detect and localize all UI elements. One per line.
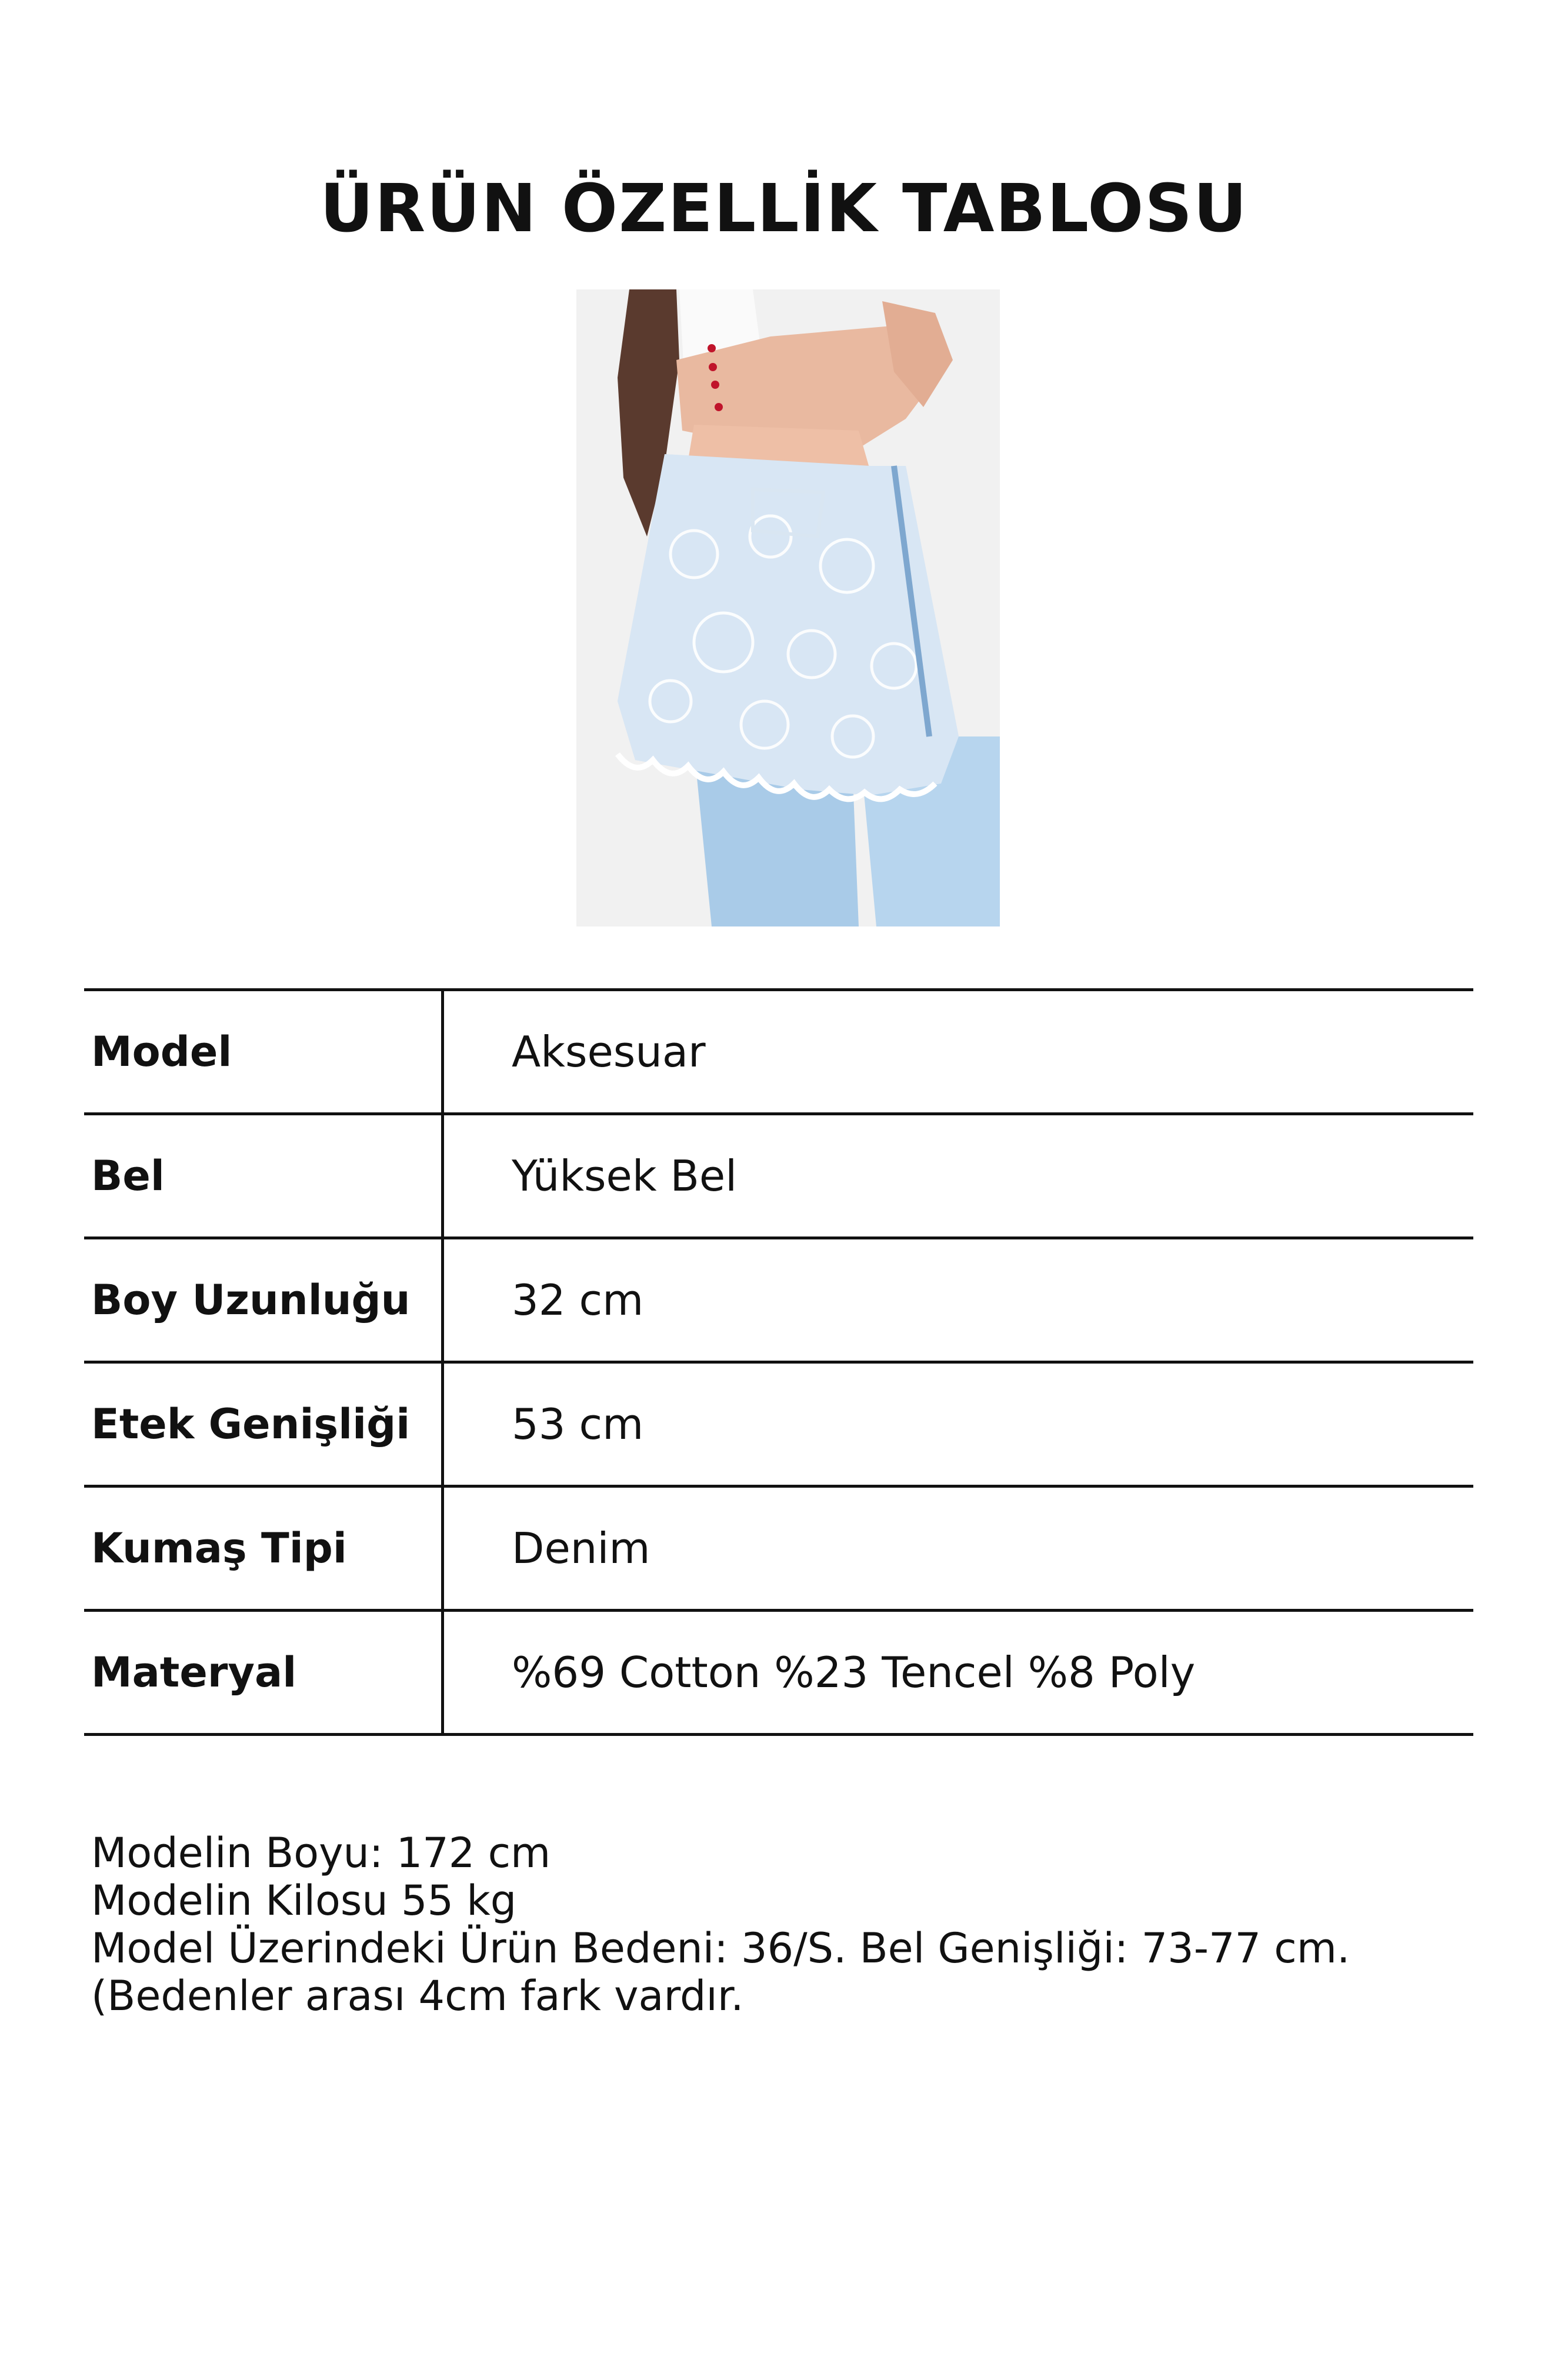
spec-label: Materyal bbox=[84, 1611, 443, 1735]
lace-skirt-illustration bbox=[576, 289, 1000, 926]
table-row bbox=[84, 1611, 1473, 1735]
spec-label: Model bbox=[84, 990, 443, 1114]
page-title: ÜRÜN ÖZELLİK TABLOSU bbox=[320, 171, 1248, 247]
spec-label: Etek Genişliği bbox=[84, 1362, 443, 1487]
spec-value: Denim bbox=[443, 1487, 1474, 1611]
spec-label: Bel bbox=[84, 1114, 443, 1238]
spec-value: Yüksek Bel bbox=[443, 1114, 1474, 1238]
spec-value: %69 Cotton %23 Tencel %8 Poly bbox=[443, 1611, 1474, 1735]
spec-table bbox=[84, 988, 1473, 1736]
table-row bbox=[84, 990, 1473, 1114]
product-photo bbox=[576, 289, 1000, 926]
spec-value: 53 cm bbox=[443, 1362, 1474, 1487]
table-row bbox=[84, 1362, 1473, 1487]
spec-label: Boy Uzunluğu bbox=[84, 1238, 443, 1362]
spec-value: Aksesuar bbox=[443, 990, 1474, 1114]
table-row bbox=[84, 1238, 1473, 1362]
model-height-note: Modelin Boyu: 172 cm bbox=[91, 1829, 551, 1877]
spec-label: Kumaş Tipi bbox=[84, 1487, 443, 1611]
table-row bbox=[84, 1114, 1473, 1238]
spec-value: 32 cm bbox=[443, 1238, 1474, 1362]
model-notes bbox=[91, 1829, 1491, 2020]
model-weight-note: Modelin Kilosu 55 kg bbox=[91, 1877, 517, 1925]
table-row bbox=[84, 1487, 1473, 1611]
model-size-note: Model Üzerindeki Ürün Bedeni: 36/S. Bel Genişliği: 73-77 cm. (Bedenler arası 4cm fark vardır. bbox=[91, 1924, 1350, 2020]
